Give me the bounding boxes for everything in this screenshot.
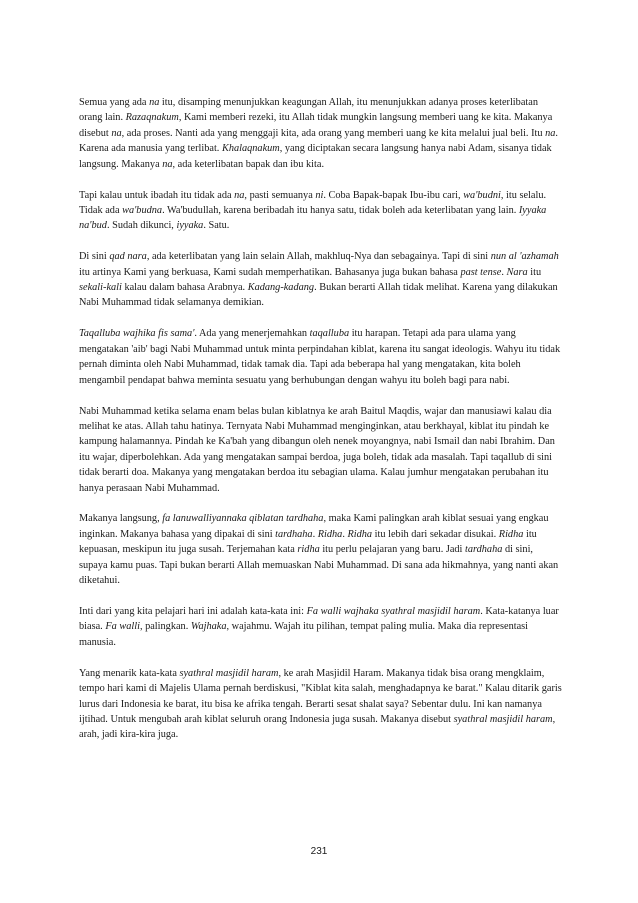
text-run: Di sini [79, 251, 110, 263]
italic-term: iyyaka [176, 220, 204, 232]
italic-term: nun al 'azhamah [490, 251, 559, 263]
text-run: Tapi kalau untuk ibadah itu tidak ada [79, 189, 235, 201]
text-run: . Kata-katanya luar biasa. [79, 605, 559, 633]
italic-term: syathral masjidil haram [179, 667, 279, 679]
body-text [79, 95, 562, 758]
text-run: . [312, 528, 318, 540]
text-run: . Karena ada manusia yang terlibat. [79, 127, 558, 155]
text-run: , itu selalu. Tidak ada [79, 189, 547, 216]
italic-term: na [545, 127, 556, 139]
text-run: , ke arah Masjidil Haram. Makanya tidak bisa orang mengklaim, tempo hari kami di Majelis Ulama pernah berdiskusi, "Kiblat kita salah, menghadapnya ke barat." Kalau ditarik garis lurus dari Indonesia ke barat, itu bisa ke afrika tengah. Berarti sesat shalat saya? Sebentar dulu. Ini kan namanya ijtihad. Untuk mengubah arah kiblat seluruh orang Indonesia juga susah. Makanya disebut [79, 667, 562, 725]
text-run: . Ada yang menerjemahkan [194, 328, 310, 340]
italic-term: Khalaqnakum [221, 143, 280, 155]
italic-term: wa'budni [463, 189, 501, 201]
paragraph [79, 404, 562, 496]
page-number: 231 [310, 846, 328, 857]
text-run: . Wa'budullah, karena beribadah itu hanya satu, tidak boleh ada keterlibatan yang lain. [162, 204, 519, 216]
italic-term: na [162, 158, 173, 170]
text-run: , ada proses. Nanti ada yang menggaji kita, ada orang yang memberi uang ke kita melalui jual beli. Itu [121, 127, 546, 139]
text-run: itu harapan. Tetapi ada para ulama yang mengatakan 'aib' bagi Nabi Muhammad untuk minta perpindahan kiblat, karena itu sangat ideologis. Wahyu itu tidak pernah diminta oleh Nabi Muhammad, tidak tamak dia. Tapi ada beberapa hal yang mengatakan, kita boleh mengambil pendapat bahwa meminta sesuatu yang berhubungan dengan wahyu itu boleh bagi para nabi. [79, 328, 561, 386]
italic-term: Razaqnakum [125, 112, 179, 124]
italic-term: tardhaha [275, 528, 313, 540]
italic-term: syathral masjidil haram [453, 713, 553, 725]
italic-term: Ridha [317, 528, 343, 540]
paragraph [79, 95, 562, 172]
text-run: , Kami memberi rezeki, itu Allah tidak mungkin langsung memberi uang ke kita. Makanya disebut [79, 112, 553, 139]
text-run: . [501, 266, 507, 278]
text-run: Yang menarik kata-kata [79, 667, 180, 679]
paragraph [79, 188, 562, 234]
text-run: itu kepuasan, meskipun itu juga susah. Terjemahan kata [79, 528, 537, 556]
text-run: , ada keterlibatan yang lain selain Allah, makhluq-Nya dan sebagainya. Tapi di sini [146, 251, 491, 263]
italic-term: Iyyaka na'bud [79, 204, 547, 232]
italic-term: Ridha [347, 528, 373, 540]
text-run: . Coba Bapak-bapak Ibu-ibu cari, [323, 189, 464, 201]
text-run: . Bukan berarti Allah tidak melihat. Karena yang dilakukan Nabi Muhammad tidak selamanya demikian. [79, 282, 558, 309]
italic-term: Ridha [498, 528, 524, 540]
text-run: . Sudah dikunci, [106, 220, 177, 232]
text-run: itu perlu pelajaran yang baru. Jadi [319, 544, 465, 556]
italic-term: sekali-kali [79, 282, 122, 294]
italic-term: taqalluba [309, 328, 350, 340]
text-run: . Satu. [203, 220, 230, 232]
paragraph [79, 604, 562, 650]
paragraph [79, 666, 562, 743]
italic-term: na [234, 189, 245, 201]
text-run: itu artinya Kami yang berkuasa, Kami sudah memperhatikan. Bahasanya juga bukan bahasa [79, 266, 461, 278]
paragraph [79, 511, 562, 588]
italic-term: ni [315, 189, 324, 201]
italic-term: Nara [506, 266, 528, 278]
text-run: , arah, jadi kira-kira juga. [79, 713, 556, 741]
text-run: itu, disamping menunjukkan keagungan Allah, itu menunjukkan adanya proses keterlibatan orang lain. [79, 97, 538, 124]
text-run: , wajahmu. Wajah itu pilihan, tempat paling mulia. Maka dia representasi manusia. [79, 621, 529, 648]
italic-term: Taqalluba wajhika fis sama' [79, 328, 195, 340]
paragraph [79, 249, 562, 311]
text-run: kalau dalam bahasa Arabnya. [121, 282, 248, 294]
text-run: , ada keterlibatan bapak dan ibu kita. [172, 158, 325, 170]
text-run: di sini, supaya kamu puas. Tapi bukan berarti Allah memuaskan Nabi Muhammad. Di sana ada hikmahnya, yang nanti akan diketahui. [79, 544, 559, 587]
italic-term: wa'budna [122, 204, 163, 216]
text-run: . [342, 528, 348, 540]
text-run: , maka Kami palingkan arah kiblat sesuai yang engkau inginkan. Makanya bahasa yang dipakai di sini [79, 513, 549, 540]
text-run: , pasti semuanya [244, 189, 316, 201]
text-run: Semua yang ada [79, 97, 150, 108]
italic-term: tardhaha [465, 544, 503, 556]
italic-term: na [149, 97, 160, 108]
text-run: Inti dari yang kita pelajari hari ini adalah kata-kata ini: [79, 605, 307, 617]
italic-term: na [111, 127, 122, 139]
text-run: itu lebih dari sekadar disukai. [372, 528, 499, 540]
text-run: , palingkan. [139, 621, 191, 633]
italic-term: Fa walli wajhaka syathral masjidil haram [306, 605, 481, 617]
paragraph [79, 326, 562, 388]
italic-term: ridha [297, 544, 320, 556]
text-run: , yang diciptakan secara langsung hanya nabi Adam, sisanya tidak langsung. Makanya [79, 143, 552, 170]
text-run: itu [527, 266, 542, 278]
italic-term: Fa walli [105, 621, 140, 633]
text-run: Makanya langsung, [79, 513, 163, 525]
italic-term: Kadang-kadang [247, 282, 315, 294]
text-run: Nabi Muhammad ketika selama enam belas bulan kiblatnya ke arah Baitul Maqdis, wajar dan manusiawi kalau dia melihat ke atas. Allah tahu hatinya. Ternyata Nabi Muhammad menginginkan, atau berkhayal, kiblat itu pindah ke kampung halamannya. Pindah ke Ka'bah yang dibangun oleh nenek moyangnya, nabi Ismail dan nabi Ibrahim. Dan itu wajar, diperbolehkan. Ada yang mengatakan sampai berdoa, juga boleh, tidak ada masalah. Tapi taqallub di sini tidak berarti doa. Makanya yang mengatakan berdoa itu sebagian ulama. Kalau jumhur mengatakan perubahan itu hanya perasaan Nabi Muhammad. [79, 405, 555, 494]
italic-term: Wajhaka [190, 621, 227, 633]
italic-term: fa lanuwalliyannaka qiblatan tardhaha [162, 513, 324, 525]
italic-term: past tense [460, 266, 502, 278]
italic-term: qad nara [109, 251, 147, 263]
